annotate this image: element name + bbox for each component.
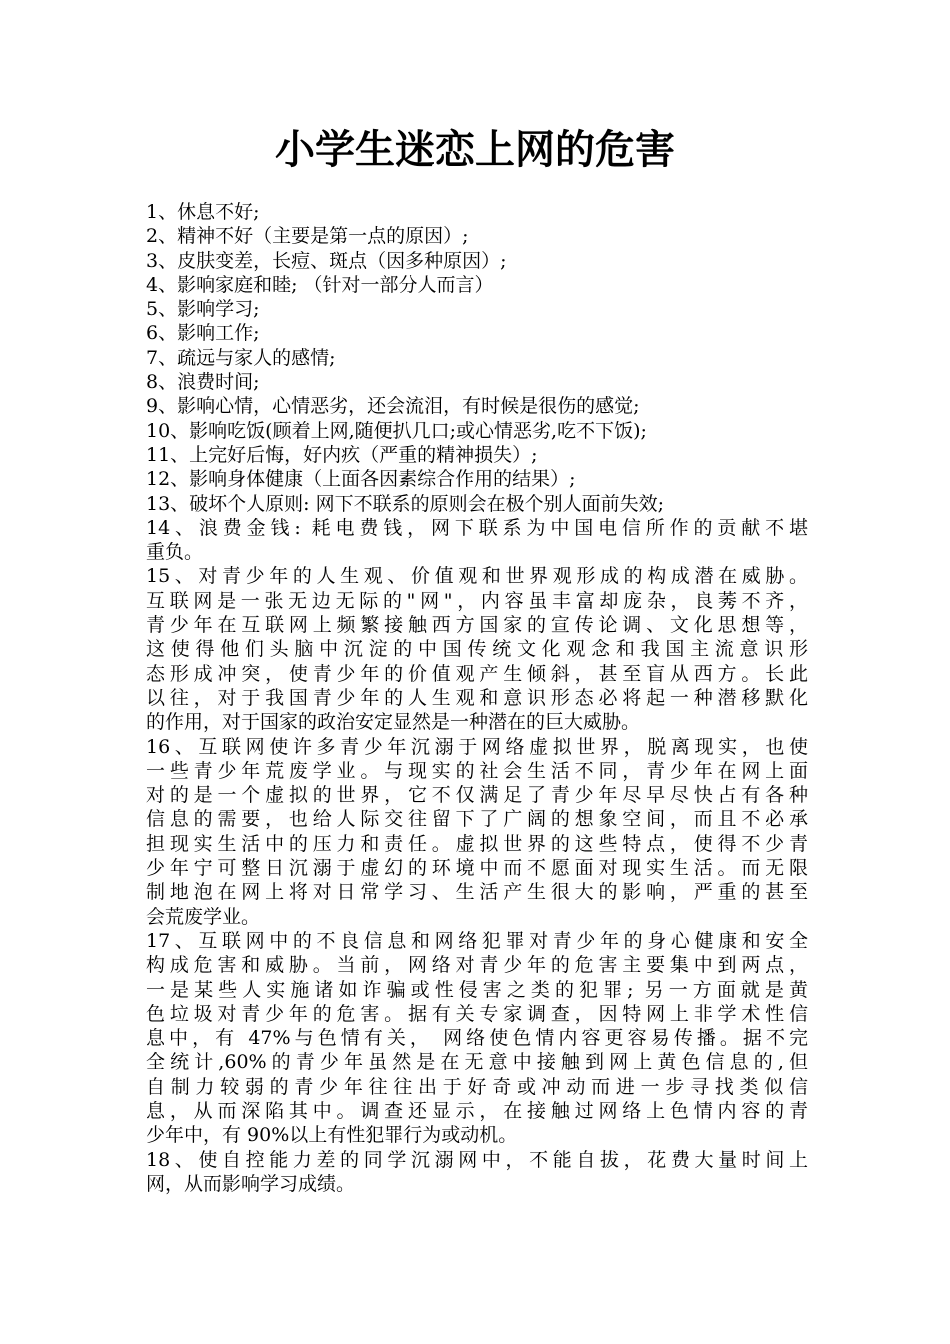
text-line: 2、精神不好（主要是第一点的原因）;	[146, 225, 469, 248]
text-line: 11、上完好后悔，好内疚（严重的精神损失）;	[146, 443, 538, 466]
text-line: 这使得他们头脑中沉淀的中国传统文化观念和我国主流意识形	[146, 638, 808, 661]
text-line: 重负。	[146, 541, 204, 564]
text-line: 构成危害和威胁。当前，网络对青少年的危害主要集中到两点，	[146, 954, 808, 977]
text-line: 4、影响家庭和睦; （针对一部分人而言）	[146, 273, 494, 296]
text-line: 6、影响工作;	[146, 322, 260, 345]
text-line: 青少年在互联网上频繁接触西方国家的宣传论调、文化思想等，	[146, 614, 808, 637]
text-line: 3、皮肤变差，长痘、斑点（因多种原因）;	[146, 249, 507, 272]
text-line: 5、影响学习;	[146, 298, 260, 321]
text-line: 16、互联网使许多青少年沉溺于网络虚拟世界，脱离现实，也使	[146, 735, 808, 758]
text-line: 对的是一个虚拟的世界，它不仅满足了青少年尽早尽快占有各种	[146, 784, 808, 807]
text-line: 的作用，对于国家的政治安定显然是一种潜在的巨大威胁。	[146, 711, 641, 734]
text-line: 一些青少年荒废学业。与现实的社会生活不同，青少年在网上面	[146, 759, 808, 782]
text-line: 会荒废学业。	[146, 905, 261, 928]
text-line: 一是某些人实施诸如诈骗或性侵害之类的犯罪; 另一方面就是黄	[146, 978, 808, 1001]
text-line: 全统计,60%的青少年虽然是在无意中接触到网上黄色信息的,但	[146, 1051, 808, 1074]
text-line: 17、互联网中的不良信息和网络犯罪对青少年的身心健康和安全	[146, 929, 808, 952]
document-body	[146, 200, 808, 1196]
text-line: 14、浪费金钱: 耗电费钱，网下联系为中国电信所作的贡献不堪	[146, 516, 808, 539]
text-line: 10、影响吃饭(顾着上网,随便扒几口;或心情恶劣,吃不下饭);	[146, 419, 647, 442]
text-line: 7、疏远与家人的感情;	[146, 346, 336, 369]
text-line: 息中，有 47%与色情有关， 网络使色情内容更容易传播。据不完	[146, 1027, 808, 1050]
text-line: 制地泡在网上将对日常学习、生活产生很大的影响，严重的甚至	[146, 881, 808, 904]
text-line: 网，从而影响学习成绩。	[146, 1172, 356, 1195]
page-title: 小学生迷恋上网的危害	[275, 126, 675, 173]
text-line: 8、浪费时间;	[146, 371, 260, 394]
text-line: 12、影响身体健康（上面各因素综合作用的结果）;	[146, 468, 576, 491]
text-line: 9、影响心情，心情恶劣，还会流泪，有时候是很伤的感觉;	[146, 395, 640, 418]
text-line: 色垃圾对青少年的危害。据有关专家调查，因特网上非学术性信	[146, 1002, 808, 1025]
text-line: 态形成冲突，使青少年的价值观产生倾斜，甚至盲从西方。长此	[146, 662, 808, 685]
text-line: 息，从而深陷其中。调查还显示，在接触过网络上色情内容的青	[146, 1099, 808, 1122]
text-line: 互联网是一张无边无际的"网"，内容虽丰富却庞杂，良莠不齐，	[146, 589, 808, 612]
text-line: 少年宁可整日沉溺于虚幻的环境中而不愿面对现实生活。而无限	[146, 857, 808, 880]
text-line: 自制力较弱的青少年往往出于好奇或冲动而进一步寻找类似信	[146, 1075, 808, 1098]
text-line: 18、使自控能力差的同学沉溺网中，不能自拔，花费大量时间上	[146, 1148, 808, 1171]
text-line: 以往，对于我国青少年的人生观和意识形态必将起一种潜移默化	[146, 686, 808, 709]
text-line: 信息的需要，也给人际交往留下了广阔的想象空间，而且不必承	[146, 808, 808, 831]
text-line: 担现实生活中的压力和责任。虚拟世界的这些特点，使得不少青	[146, 832, 808, 855]
text-line: 1、休息不好;	[146, 201, 260, 223]
text-line: 13、破坏个人原则: 网下不联系的原则会在极个别人面前失效;	[146, 492, 665, 515]
text-line: 15、对青少年的人生观、价值观和世界观形成的构成潜在威胁。	[146, 565, 808, 588]
text-line: 少年中，有 90%以上有性犯罪行为或动机。	[146, 1124, 518, 1147]
